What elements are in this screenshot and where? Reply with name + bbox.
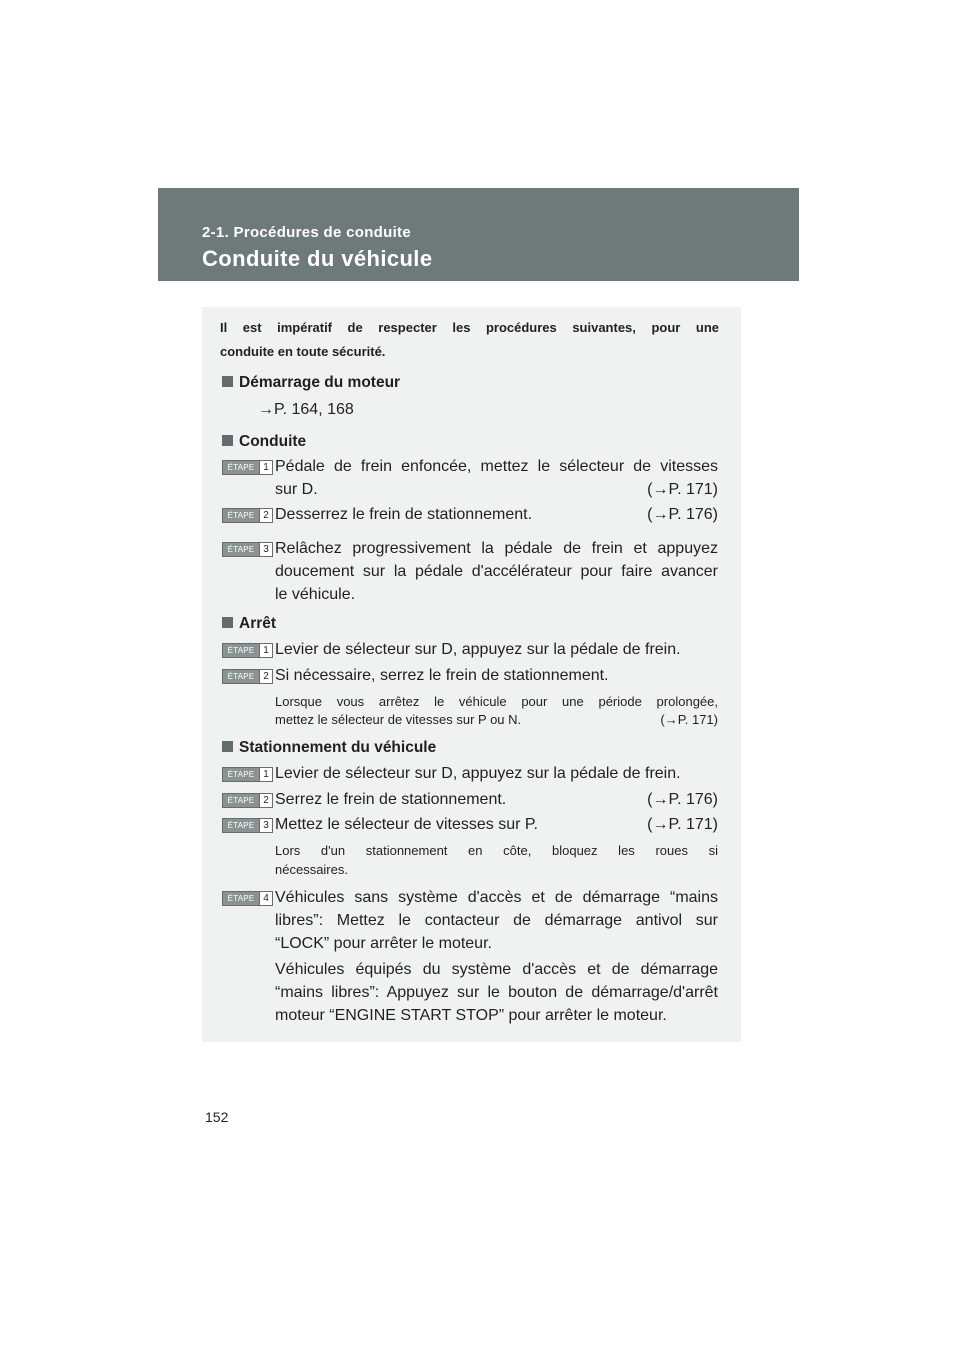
intro-line-2: conduite en toute sécurité.	[220, 344, 386, 359]
page-reference: →P. 164, 168	[258, 401, 354, 418]
step-text-part: Mettez le sélecteur de vitesses sur P.	[275, 816, 538, 833]
step-text: Véhicules équipés du système d'accès et de démarrage	[275, 961, 718, 978]
step-text: doucement sur la pédale d'accélérateur pour faire avancer	[275, 563, 718, 580]
section-heading-stopping	[222, 615, 276, 633]
square-bullet-icon	[222, 617, 233, 628]
page-reference: (→P. 171)	[647, 816, 718, 833]
step-text: libres”: Mettez le contacteur de démarrage antivol sur	[275, 912, 718, 929]
note-text: nécessaires.	[275, 862, 348, 877]
step-badge	[222, 818, 273, 833]
step-text: Si nécessaire, serrez le frein de stationnement.	[275, 667, 609, 684]
step-badge	[222, 542, 273, 557]
step-badge-label: ÉTAPE	[223, 543, 259, 556]
step-text: “LOCK” pour arrêter le moteur.	[275, 935, 492, 952]
step-badge	[222, 508, 273, 523]
step-badge	[222, 793, 273, 808]
step-badge	[222, 891, 273, 906]
section-heading-parking	[222, 739, 436, 757]
step-badge	[222, 669, 273, 684]
step-badge-number: 2	[259, 670, 272, 683]
step-badge-number: 1	[259, 644, 272, 657]
note-text-part: mettez le sélecteur de vitesses sur P ou N.	[275, 712, 522, 727]
step-badge-label: ÉTAPE	[223, 670, 259, 683]
content-box	[202, 307, 741, 1042]
step-badge-label: ÉTAPE	[223, 892, 259, 905]
step-text: Levier de sélecteur sur D, appuyez sur la pédale de frein.	[275, 765, 681, 782]
step-text: Pédale de frein enfoncée, mettez le sélecteur de vitesses	[275, 458, 718, 475]
square-bullet-icon	[222, 376, 233, 387]
step-badge-number: 1	[259, 768, 272, 781]
page-reference: (→P. 171)	[660, 712, 718, 727]
section-heading-text: Arrêt	[239, 615, 277, 632]
step-badge	[222, 460, 273, 475]
step-badge-label: ÉTAPE	[223, 794, 259, 807]
step-badge-label: ÉTAPE	[223, 461, 259, 474]
step-text-line	[275, 816, 718, 834]
step-text-part: Serrez le frein de stationnement.	[275, 791, 507, 808]
intro-line-1: Il est impératif de respecter les procédures suivantes, pour une	[220, 320, 719, 335]
page-reference: (→P. 171)	[647, 481, 718, 498]
step-text: Véhicules sans système d'accès et de démarrage “mains	[275, 889, 718, 906]
note-text-line	[275, 712, 718, 727]
step-badge-label: ÉTAPE	[223, 644, 259, 657]
page-number: 152	[205, 1109, 229, 1125]
step-badge-label: ÉTAPE	[223, 768, 259, 781]
page-reference: (→P. 176)	[647, 791, 718, 808]
step-badge	[222, 767, 273, 782]
section-heading-driving	[222, 433, 306, 451]
section-heading-text: Conduite	[239, 433, 307, 450]
step-text-line	[275, 481, 718, 499]
step-text: moteur “ENGINE START STOP” pour arrêter le moteur.	[275, 1007, 667, 1024]
section-label: 2-1. Procédures de conduite	[202, 224, 411, 241]
section-heading-text: Démarrage du moteur	[239, 374, 401, 391]
step-text-part: Desserrez le frein de stationnement.	[275, 506, 533, 523]
section-heading-starting	[222, 374, 400, 392]
step-badge-number: 1	[259, 461, 272, 474]
square-bullet-icon	[222, 741, 233, 752]
step-badge-number: 4	[259, 892, 272, 905]
step-text: Levier de sélecteur sur D, appuyez sur la pédale de frein.	[275, 641, 681, 658]
square-bullet-icon	[222, 435, 233, 446]
step-badge-label: ÉTAPE	[223, 819, 259, 832]
page-title: Conduite du véhicule	[202, 246, 433, 271]
step-text-line	[275, 506, 718, 524]
step-badge-number: 2	[259, 509, 272, 522]
step-badge-label: ÉTAPE	[223, 509, 259, 522]
step-badge-number: 2	[259, 794, 272, 807]
step-badge-number: 3	[259, 543, 272, 556]
chapter-header	[158, 188, 799, 281]
step-text: Relâchez progressivement la pédale de frein et appuyez	[275, 540, 718, 557]
step-text-part: sur D.	[275, 481, 318, 498]
note-text: Lorsque vous arrêtez le véhicule pour une période prolongée,	[275, 694, 718, 709]
step-text-line	[275, 791, 718, 809]
note-text: Lors d'un stationnement en côte, bloquez les roues si	[275, 843, 718, 858]
step-text: “mains libres”: Appuyez sur le bouton de démarrage/d'arrêt	[275, 984, 718, 1001]
step-badge-number: 3	[259, 819, 272, 832]
step-text: le véhicule.	[275, 586, 356, 603]
section-heading-text: Stationnement du véhicule	[239, 739, 437, 756]
page-reference: (→P. 176)	[647, 506, 718, 523]
step-badge	[222, 643, 273, 658]
